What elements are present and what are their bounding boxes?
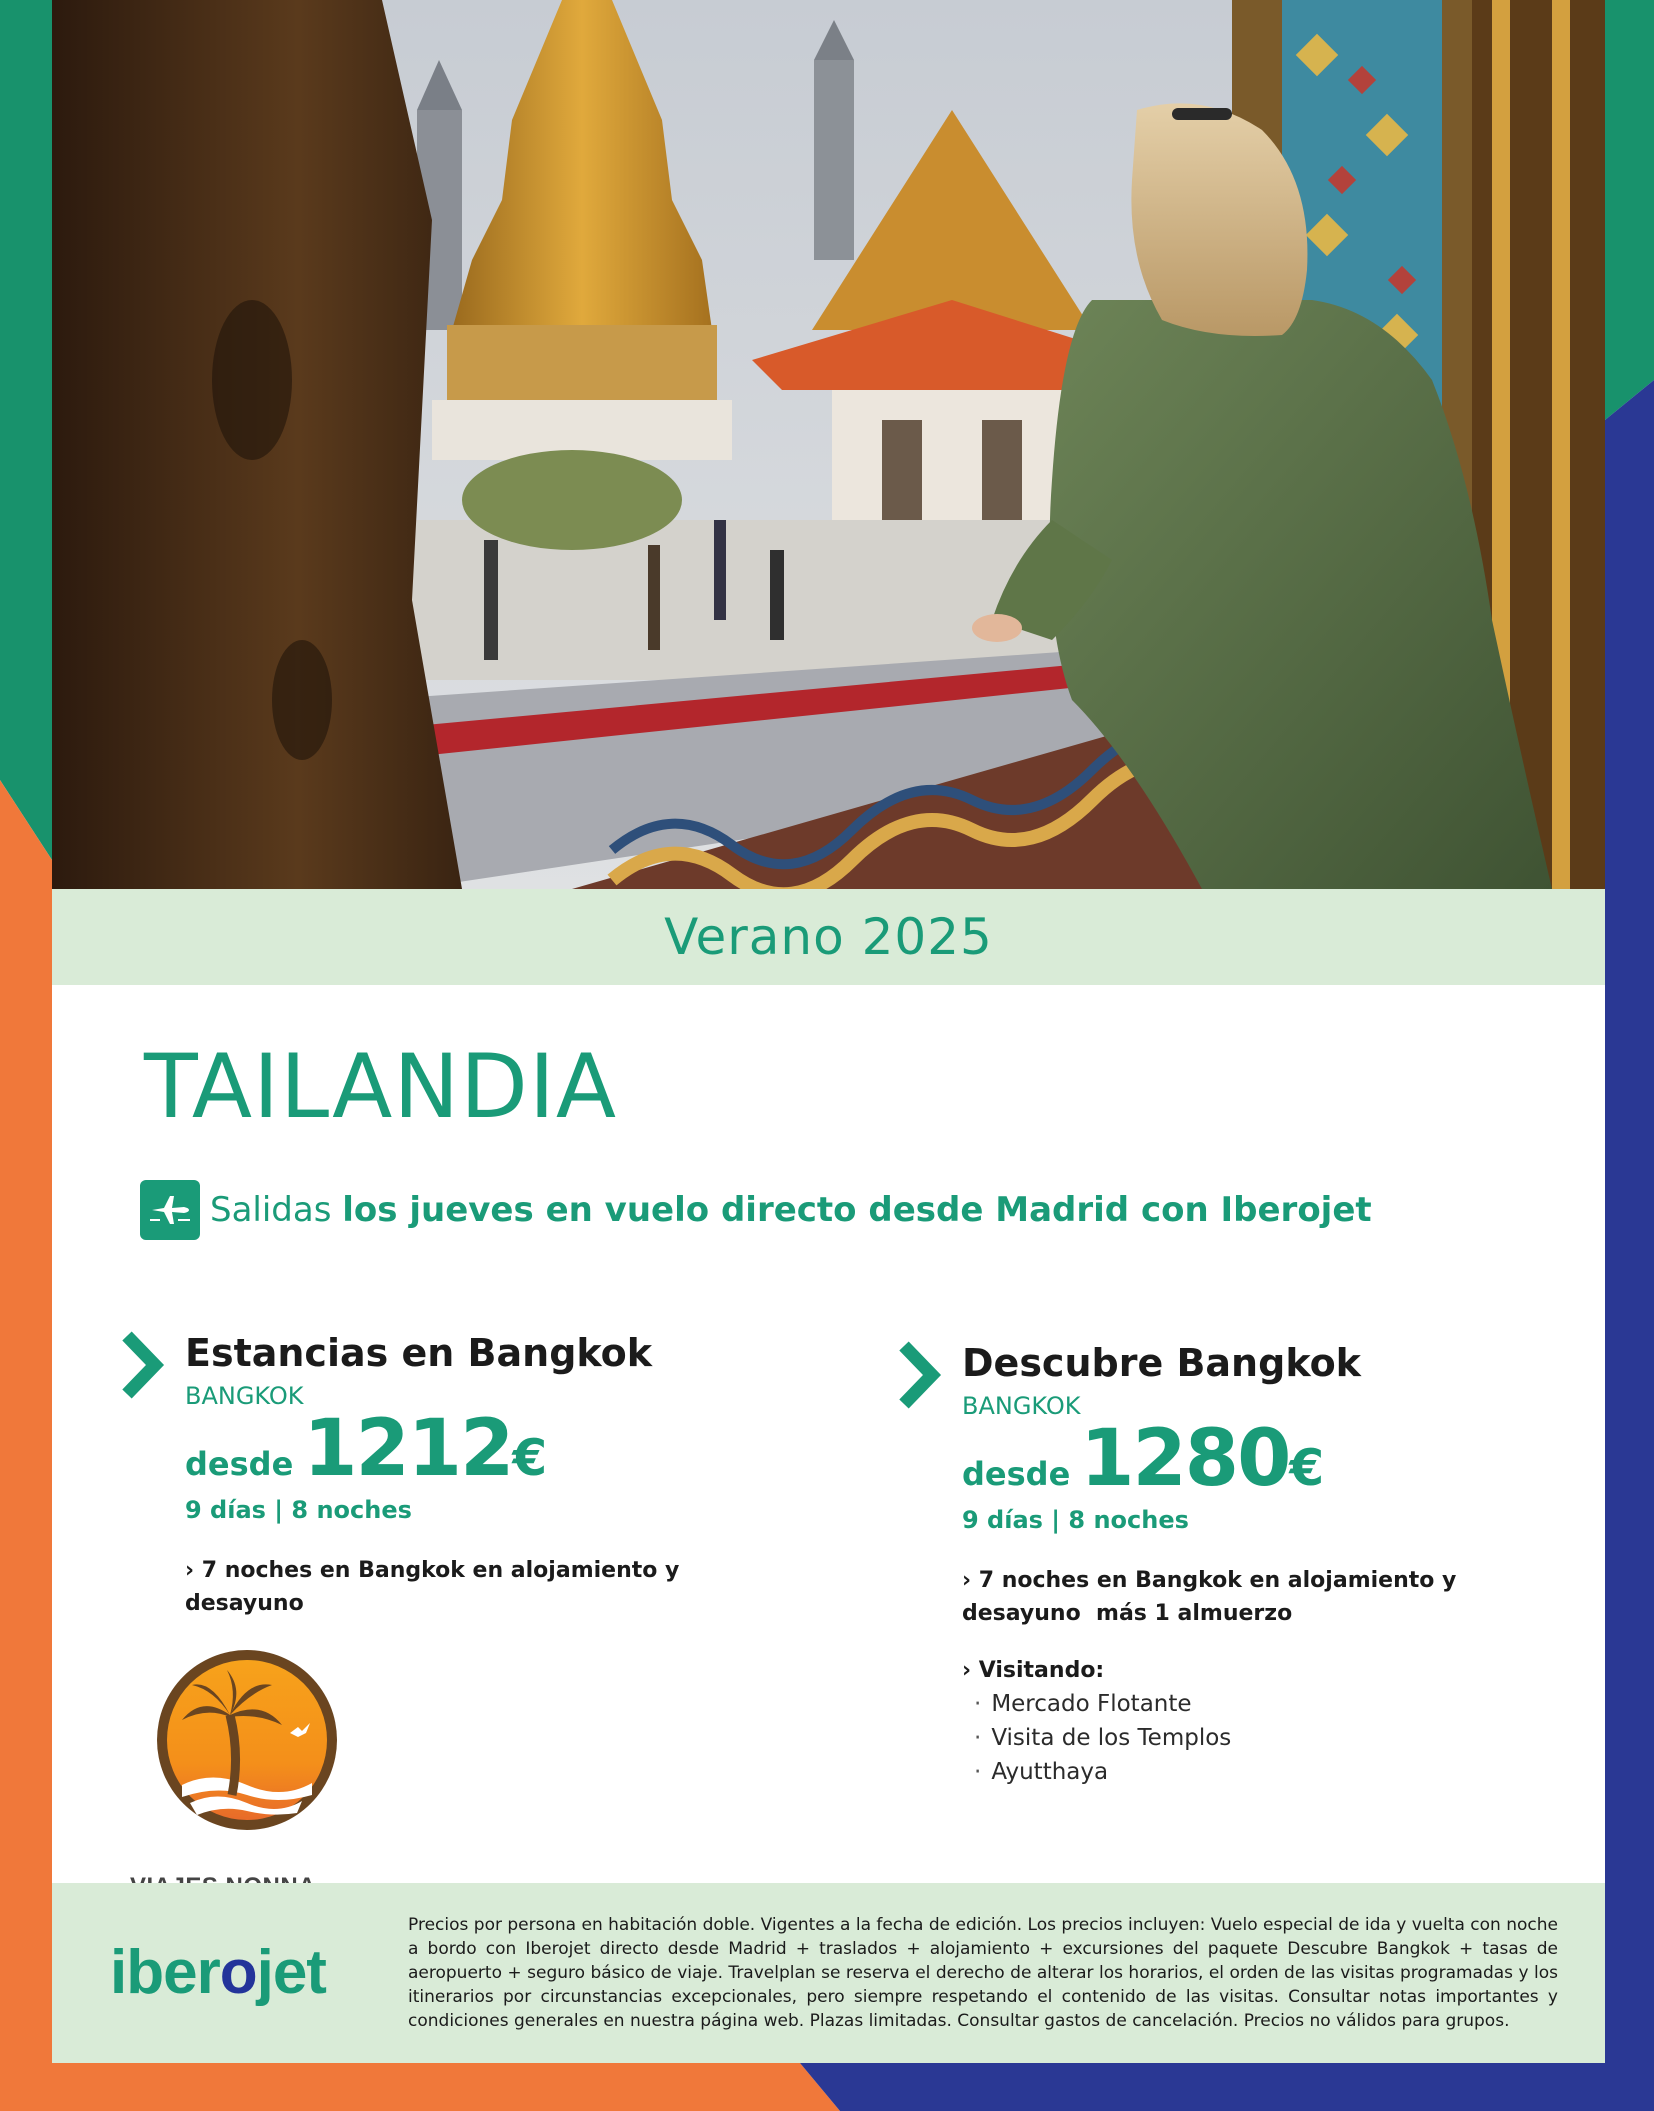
price-value: 1280: [1080, 1414, 1290, 1504]
season-label: Verano 2025: [664, 908, 993, 966]
price-value: 1212: [303, 1404, 513, 1494]
price-currency: €: [1289, 1439, 1325, 1497]
legal-disclaimer: Precios por persona en habitación doble. Vigentes a la fecha de edición. Los precios incluyen: Vuelo especial de ida y vuelta con noche a bordo con Iberojet directo desde Madrid + traslados + alojamiento + excursiones del paquete Descubre Bangkok + tasas de aeropuerto + seguro básico de viaje. Travelplan se reserva el derecho de alterar los horarios, el orden de las visitas programadas y los itinerarios por circunstancias excepcionales, pero siempre respetando el contenido de las visitas. Consultar notas importantes y condiciones generales en nuestra página web. Plazas limitadas. Consultar gastos de cancelación. Precios no válidos para grupos.: [408, 1915, 1558, 2031]
departure-info: [140, 1180, 1372, 1240]
price-prefix: desde: [962, 1455, 1071, 1493]
chevron-right-icon: [894, 1340, 944, 1410]
list-item: · Visita de los Templos: [974, 1725, 1232, 1751]
content-panel: [52, 985, 1605, 1883]
hero-photo: [52, 0, 1605, 889]
offer-city: BANGKOK: [962, 1392, 1081, 1420]
offer-detail: › 7 noches en Bangkok en alojamiento y desayuno más 1 almuerzo: [962, 1568, 1457, 1626]
visit-label: Mercado Flotante: [991, 1691, 1192, 1717]
season-banner: [52, 889, 1605, 985]
plane-icon: [140, 1180, 200, 1240]
list-item: · Mercado Flotante: [974, 1691, 1192, 1717]
brand-text-start: iber: [110, 1938, 220, 2007]
brand-text-end: jet: [256, 1938, 326, 2007]
price-currency: €: [512, 1429, 548, 1487]
departure-text: [210, 1190, 1372, 1230]
offer-duration: 9 días | 8 noches: [962, 1506, 1189, 1534]
offer-name: Estancias en Bangkok: [185, 1331, 653, 1375]
palm-tree-logo-icon: [152, 1645, 342, 1835]
departure-highlight: los jueves en vuelo directo desde Madrid con Iberojet: [342, 1190, 1372, 1230]
brand-text-o: o: [219, 1938, 257, 2007]
agency-logo: [152, 1645, 392, 1839]
list-item: · Ayutthaya: [974, 1759, 1109, 1785]
visits-title: › Visitando:: [962, 1658, 1105, 1683]
offer-city: BANGKOK: [185, 1382, 304, 1410]
visit-label: Ayutthaya: [991, 1759, 1109, 1785]
offer-price: [962, 1414, 1572, 1504]
offer-name: Descubre Bangkok: [962, 1341, 1361, 1385]
offer-price: [185, 1404, 785, 1494]
footer: [52, 1883, 1605, 2063]
departure-prefix: Salidas: [210, 1190, 332, 1230]
visit-label: Visita de los Templos: [991, 1725, 1232, 1751]
chevron-right-icon: [117, 1330, 167, 1400]
visits-list: [962, 1687, 1572, 1789]
offer-duration: 9 días | 8 noches: [185, 1496, 412, 1524]
iberojet-logo[interactable]: [110, 1937, 326, 2008]
destination-title: TAILANDIA: [144, 1035, 618, 1138]
offer-detail: › 7 noches en Bangkok en alojamiento y desayuno: [185, 1558, 680, 1616]
price-prefix: desde: [185, 1445, 294, 1483]
